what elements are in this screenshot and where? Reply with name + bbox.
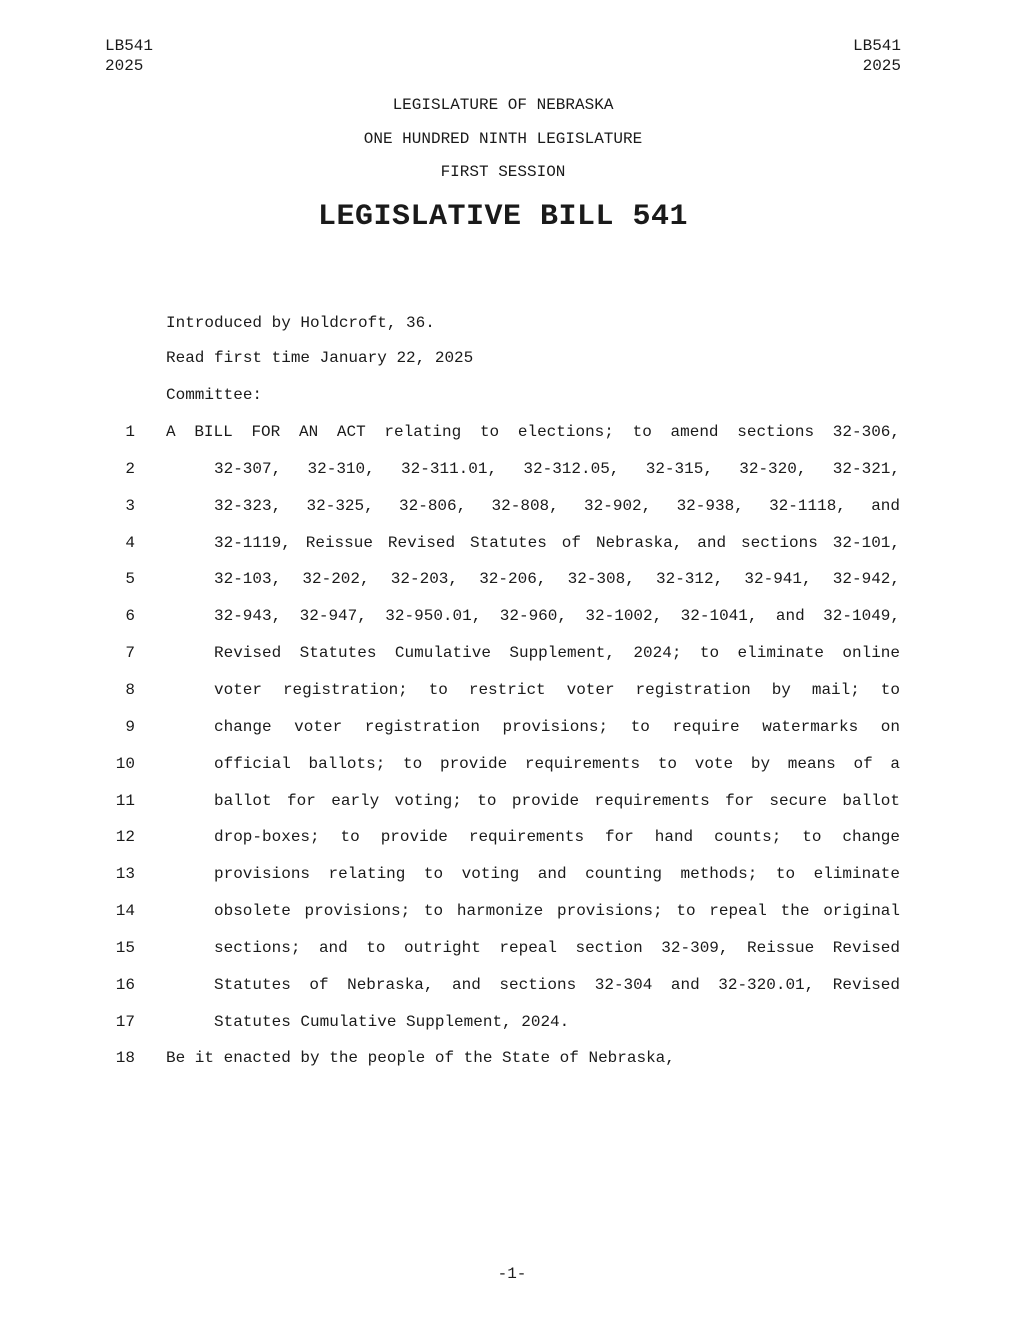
bill-line	[0, 976, 1024, 998]
bill-title: LEGISLATIVE BILL 541	[317, 200, 689, 234]
header-right-bill: LB541	[852, 37, 901, 55]
bill-line	[0, 828, 1024, 850]
line-number: 4	[125, 533, 135, 552]
header-left-bill: LB541	[105, 37, 154, 55]
bill-line	[0, 902, 1024, 924]
line-text: provisions relating to voting and counting methods; to eliminate	[214, 865, 900, 884]
line-number: 10	[115, 754, 135, 773]
line-number: 1	[125, 423, 135, 441]
read-first-time: Read first time January 22, 2025	[166, 349, 474, 367]
line-text: obsolete provisions; to harmonize provisions; to repeal the original	[214, 902, 900, 921]
bill-line	[0, 939, 1024, 961]
line-number: 14	[115, 902, 135, 921]
page-number: -1-	[497, 1265, 527, 1283]
header-right	[853, 36, 901, 76]
line-text: 32-307, 32-310, 32-311.01, 32-312.05, 32-315, 32-320, 32-321,	[214, 459, 900, 478]
line-text: Be it enacted by the people of the State of Nebraska,	[166, 1049, 675, 1068]
line-number: 6	[125, 607, 135, 626]
line-number: 11	[115, 791, 135, 810]
line-text: voter registration; to restrict voter registration by mail; to	[214, 680, 900, 699]
line-text: 32-103, 32-202, 32-203, 32-206, 32-308, 32-312, 32-941, 32-942,	[214, 570, 900, 589]
line-number: 3	[125, 496, 135, 515]
line-text: ballot for early voting; to provide requirements for secure ballot	[214, 791, 900, 810]
introduced-by: Introduced by Holdcroft, 36.	[166, 314, 435, 332]
line-text: Revised Statutes Cumulative Supplement, 2024; to eliminate online	[214, 644, 900, 663]
line-text: sections; and to outright repeal section 32-309, Reissue Revised	[214, 938, 900, 957]
bill-line	[0, 644, 1024, 666]
line-number: 15	[115, 938, 135, 957]
line-number: 2	[125, 459, 135, 478]
bill-line	[0, 792, 1024, 814]
bill-line	[0, 460, 1024, 482]
bill-line	[0, 1049, 1024, 1071]
bill-line	[0, 607, 1024, 629]
line-text: A BILL FOR AN ACT relating to elections; to amend sections 32-306,	[166, 423, 900, 441]
session-name: FIRST SESSION	[440, 163, 566, 181]
bill-line	[0, 497, 1024, 519]
line-text: 32-323, 32-325, 32-806, 32-808, 32-902, 32-938, 32-1118, and	[214, 496, 900, 515]
line-text: official ballots; to provide requirements to vote by means of a	[214, 754, 900, 773]
bill-line	[0, 534, 1024, 556]
line-number: 12	[115, 828, 135, 847]
line-number: 5	[125, 570, 135, 589]
bill-line	[0, 1013, 1024, 1035]
line-text: change voter registration provisions; to require watermarks on	[214, 717, 900, 736]
header-left	[105, 36, 153, 76]
line-number: 17	[115, 1012, 135, 1031]
bill-line	[0, 755, 1024, 777]
bill-line	[0, 681, 1024, 703]
line-text: drop-boxes; to provide requirements for hand counts; to change	[214, 828, 900, 847]
header-right-year: 2025	[862, 57, 901, 75]
line-number: 13	[115, 865, 135, 884]
line-number: 9	[125, 717, 135, 736]
bill-line	[0, 423, 1024, 445]
committee: Committee:	[166, 386, 263, 404]
line-text: 32-1119, Reissue Revised Statutes of Nebraska, and sections 32-101,	[214, 533, 900, 552]
legislature-name: LEGISLATURE OF NEBRASKA	[392, 96, 614, 114]
line-number: 16	[115, 975, 135, 994]
bill-line	[0, 718, 1024, 740]
bill-line	[0, 865, 1024, 887]
bill-line	[0, 570, 1024, 592]
line-text: Statutes of Nebraska, and sections 32-304 and 32-320.01, Revised	[214, 975, 900, 994]
line-number: 8	[125, 680, 135, 699]
legislature-number: ONE HUNDRED NINTH LEGISLATURE	[363, 130, 643, 148]
line-number: 7	[125, 644, 135, 663]
header-left-year: 2025	[105, 57, 144, 75]
line-text: 32-943, 32-947, 32-950.01, 32-960, 32-1002, 32-1041, and 32-1049,	[214, 607, 900, 626]
line-number: 18	[115, 1049, 135, 1068]
line-text: Statutes Cumulative Supplement, 2024.	[214, 1012, 570, 1031]
